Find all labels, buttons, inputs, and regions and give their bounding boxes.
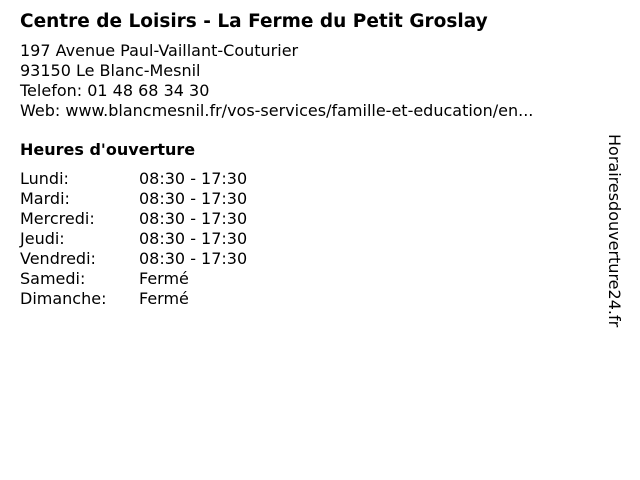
time-value: 08:30 - 17:30 [139,209,248,228]
time-value: 08:30 - 17:30 [139,189,248,208]
time-value: 08:30 - 17:30 [139,249,248,268]
day-label: Mercredi: [20,209,95,228]
day-label: Samedi: [20,269,86,288]
place-card [20,10,600,309]
street-address: 197 Avenue Paul-Vaillant-Couturier [20,41,299,60]
hours-row-saturday [20,269,600,289]
time-value: Fermé [139,289,189,308]
opening-hours-heading: Heures d'ouverture [20,140,196,159]
hours-row-monday [20,169,600,189]
hours-row-thursday [20,229,600,249]
website-link[interactable]: Web: www.blancmesnil.fr/vos-services/famille-et-education/en... [20,101,534,120]
site-watermark: Horairesdouverture24.fr [605,134,624,328]
day-label: Mardi: [20,189,70,208]
city-postcode: 93150 Le Blanc-Mesnil [20,61,201,80]
hours-row-wednesday [20,209,600,229]
time-value: 08:30 - 17:30 [139,169,248,188]
day-label: Dimanche: [20,289,107,308]
day-label: Vendredi: [20,249,96,268]
hours-row-sunday [20,289,600,309]
hours-row-friday [20,249,600,269]
day-label: Jeudi: [20,229,65,248]
address-block [20,41,600,121]
opening-hours-table [20,169,600,309]
day-label: Lundi: [20,169,69,188]
time-value: 08:30 - 17:30 [139,229,248,248]
place-title: Centre de Loisirs - La Ferme du Petit Groslay [20,11,488,32]
hours-row-tuesday [20,189,600,209]
time-value: Fermé [139,269,189,288]
phone-number: Telefon: 01 48 68 34 30 [20,81,210,100]
